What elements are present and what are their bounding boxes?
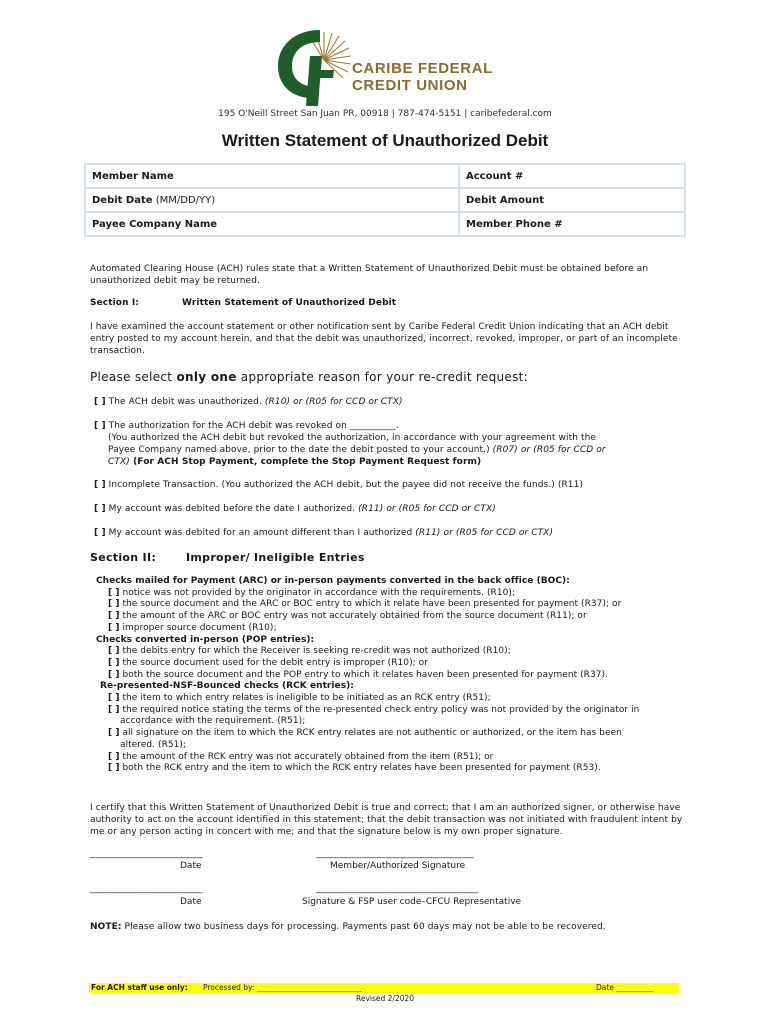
table-row: [85, 188, 685, 212]
date-line-1[interactable]: _________________________: [90, 849, 203, 859]
reason-unauthorized[interactable]: [94, 396, 694, 408]
checkbox[interactable]: [ ]: [94, 504, 106, 514]
checkbox[interactable]: [ ]: [108, 763, 120, 774]
checkbox[interactable]: [ ]: [108, 657, 120, 668]
reason-code: (R07) or (R05 for CCD or: [492, 445, 606, 455]
list-item[interactable]: [96, 705, 696, 717]
rep-signature-line[interactable]: ____________________________________: [316, 884, 478, 894]
logo-line2: CREDIT UNION: [352, 77, 468, 94]
debit-date-format: (MM/DD/YY): [155, 194, 216, 206]
list-item[interactable]: [96, 728, 696, 740]
reason-code: (R10) or (R05 for CCD or CTX): [264, 397, 403, 407]
member-signature-label: Member/Authorized Signature: [330, 861, 466, 871]
reason-prompt-pre: Please select: [90, 370, 177, 384]
list-item[interactable]: [96, 623, 696, 635]
checkbox[interactable]: [ ]: [108, 646, 120, 657]
stop-payment-note: (For ACH Stop Payment, complete the Stop Payment Request form): [129, 457, 482, 467]
checkbox[interactable]: [ ]: [94, 397, 106, 407]
note-text: Please allow two business days for processing. Payments past 60 days may not be able to be recovered.: [121, 922, 606, 932]
list-item[interactable]: [96, 611, 696, 623]
section1-header: [90, 297, 690, 309]
member-info-table: [84, 163, 686, 237]
note-label: NOTE:: [90, 922, 122, 932]
logo-line1: CARIBE FEDERAL: [352, 60, 493, 77]
list-item[interactable]: [96, 658, 696, 670]
page-title: Written Statement of Unauthorized Debit: [221, 131, 549, 150]
checkbox[interactable]: [ ]: [108, 693, 120, 704]
checkbox[interactable]: [ ]: [108, 599, 120, 610]
item-text: the item to which entry relates is ineligible to be initiated as an RCK entry (R51);: [122, 693, 491, 704]
reason-prompt-post: appropriate reason for your re-credit request:: [236, 370, 529, 384]
account-label: Account #: [466, 170, 524, 182]
item-text: the debits entry for which the Receiver is seeking re-credit was not authorized (R10);: [122, 646, 511, 657]
reason-code: (R11) or (R05 for CCD or CTX): [415, 528, 554, 538]
section1-body: I have examined the account statement or other notification sent by Caribe Federal Credit Union indicating that an ACH debit entry posted to my account herein, and that the debit was unauthorized, incorrect, revoked, improper, or part of an incomplete transaction.: [90, 322, 678, 356]
list-item[interactable]: [96, 646, 696, 658]
debit-date-label: Debit Date: [92, 194, 153, 206]
reason-prompt-bold: only one: [176, 370, 237, 384]
payee-company-label: Payee Company Name: [92, 218, 218, 230]
item-text: both the source document and the POP entry to which it relates haven been presented for payment (R37).: [122, 669, 609, 680]
section2-list: [96, 576, 696, 775]
item-text: the source document used for the debit entry is improper (R10); or: [122, 657, 428, 668]
debit-amount-label: Debit Amount: [466, 194, 544, 206]
debit-date-field[interactable]: [85, 188, 459, 212]
item-text: the amount of the ARC or BOC entry was not accurately obtained from the source document (R11); or: [122, 611, 587, 622]
reason-detail: Payee Company named above, prior to the date the debit posted to your account.): [108, 445, 493, 455]
reason-text: The ACH debit was unauthorized.: [108, 397, 265, 407]
intro-paragraph: Automated Clearing House (ACH) rules state that a Written Statement of Unauthorized Debit must be obtained before an unauthorized debit may be returned.: [90, 264, 649, 286]
list-item[interactable]: [96, 693, 696, 705]
item-text: the amount of the RCK entry was not accurately obtained from the item (R51); or: [122, 751, 494, 762]
member-name-label: Member Name: [92, 170, 174, 182]
checkbox[interactable]: [ ]: [94, 480, 106, 490]
note-line: [90, 921, 690, 933]
date-line-2[interactable]: _________________________: [90, 884, 203, 894]
group-heading: Re-presented-NSF-Bounced checks (RCK entries):: [100, 681, 354, 692]
logo-wordmark: [352, 60, 493, 94]
reason-text: The authorization for the ACH debit was revoked on __________.: [108, 421, 399, 431]
debit-amount-field[interactable]: [459, 188, 685, 212]
checkbox[interactable]: [ ]: [108, 704, 120, 715]
checkbox[interactable]: [ ]: [108, 622, 120, 633]
member-name-field[interactable]: [85, 164, 459, 188]
member-signature-line[interactable]: ___________________________________: [316, 849, 474, 859]
item-text: the source document and the ARC or BOC entry to which it relate have been presented for payment (R37); or: [122, 599, 622, 610]
item-text: the required notice stating the terms of the re-presented check entry policy was not provided by the originator in: [122, 704, 640, 715]
item-continuation: accordance with the requirement. (R51);: [120, 716, 306, 727]
section2-heading: Improper/ Ineligible Entries: [186, 551, 365, 564]
rep-signature-label: Signature & FSP user code–CFCU Representative: [302, 897, 522, 907]
checkbox[interactable]: [ ]: [108, 587, 120, 598]
section1-label: Section I:: [90, 298, 139, 308]
account-field[interactable]: [459, 164, 685, 188]
checkbox[interactable]: [ ]: [94, 528, 106, 538]
table-row: [85, 164, 685, 188]
item-text: notice was not provided by the originator in accordance with the requirements. (R10);: [122, 587, 516, 598]
date-label-2: Date: [180, 897, 202, 907]
reason-text: My account was debited for an amount different than I authorized: [108, 528, 416, 538]
reason-different-amount[interactable]: [94, 527, 694, 539]
list-item[interactable]: [96, 588, 696, 600]
item-text: improper source document (R10);: [122, 622, 277, 633]
staff-use-label: For ACH staff use only:: [91, 983, 188, 992]
section2-header: [90, 551, 365, 564]
address-line: 195 O'Neill Street San Juan PR, 00918 | 787-474-5151 | caribefederal.com: [218, 109, 552, 119]
payee-company-field[interactable]: [85, 212, 459, 236]
reason-code: (R11) or (R05 for CCD or CTX): [358, 504, 496, 514]
reason-text: Incomplete Transaction. (You authorized the ACH debit, but the payee did not receive the funds.) (R11): [108, 480, 584, 490]
checkbox[interactable]: [ ]: [108, 611, 120, 622]
reason-revoked[interactable]: [94, 420, 694, 468]
list-item[interactable]: [96, 763, 696, 775]
processed-by-field[interactable]: Processed by: ____________________________: [203, 983, 362, 992]
checkbox[interactable]: [ ]: [94, 421, 106, 431]
member-phone-field[interactable]: [459, 212, 685, 236]
item-text: both the RCK entry and the item to which the RCK entry relates have been presented for payment (R53).: [122, 763, 601, 774]
checkbox[interactable]: [ ]: [108, 728, 120, 739]
item-text: all signature on the item to which the RCK entry relates are not authentic or authorized, or the item has been: [122, 728, 622, 739]
reason-code: CTX): [108, 457, 130, 467]
group-heading: Checks converted in-person (POP entries):: [96, 634, 315, 645]
date-label-1: Date: [180, 861, 202, 871]
section1-heading: Written Statement of Unauthorized Debit: [182, 298, 397, 308]
item-continuation: altered. (R51);: [120, 739, 187, 750]
reason-text: My account was debited before the date I authorized.: [108, 504, 359, 514]
f-letter: [306, 56, 322, 106]
staff-date-field[interactable]: Date __________: [596, 983, 654, 992]
section2-label: Section II:: [90, 551, 157, 564]
revised-date: Revised 2/2020: [355, 994, 415, 1003]
member-phone-label: Member Phone #: [466, 218, 563, 230]
certification-paragraph: I certify that this Written Statement of Unauthorized Debit is true and correct; that I am an authorized signer, or otherwise have authority to act on the account identified in this statement; that the debit transaction was not initiated with fraudulent intent by me or any person acting in concert with me; and that the signature below is my own proper signature.: [90, 803, 683, 837]
reason-detail: (You authorized the ACH debit but revoked the authorization, in accordance with your agreement with the: [108, 433, 597, 443]
list-item[interactable]: [96, 752, 696, 764]
reason-debited-early[interactable]: [94, 503, 694, 515]
checkbox[interactable]: [ ]: [108, 669, 120, 680]
list-item[interactable]: [96, 670, 696, 682]
table-row: [85, 212, 685, 236]
reason-incomplete[interactable]: [94, 479, 694, 491]
checkbox[interactable]: [ ]: [108, 751, 120, 762]
list-item[interactable]: [96, 599, 696, 611]
reason-prompt: [90, 370, 528, 384]
group-heading: Checks mailed for Payment (ARC) or in-person payments converted in the back office (BOC):: [96, 576, 570, 586]
